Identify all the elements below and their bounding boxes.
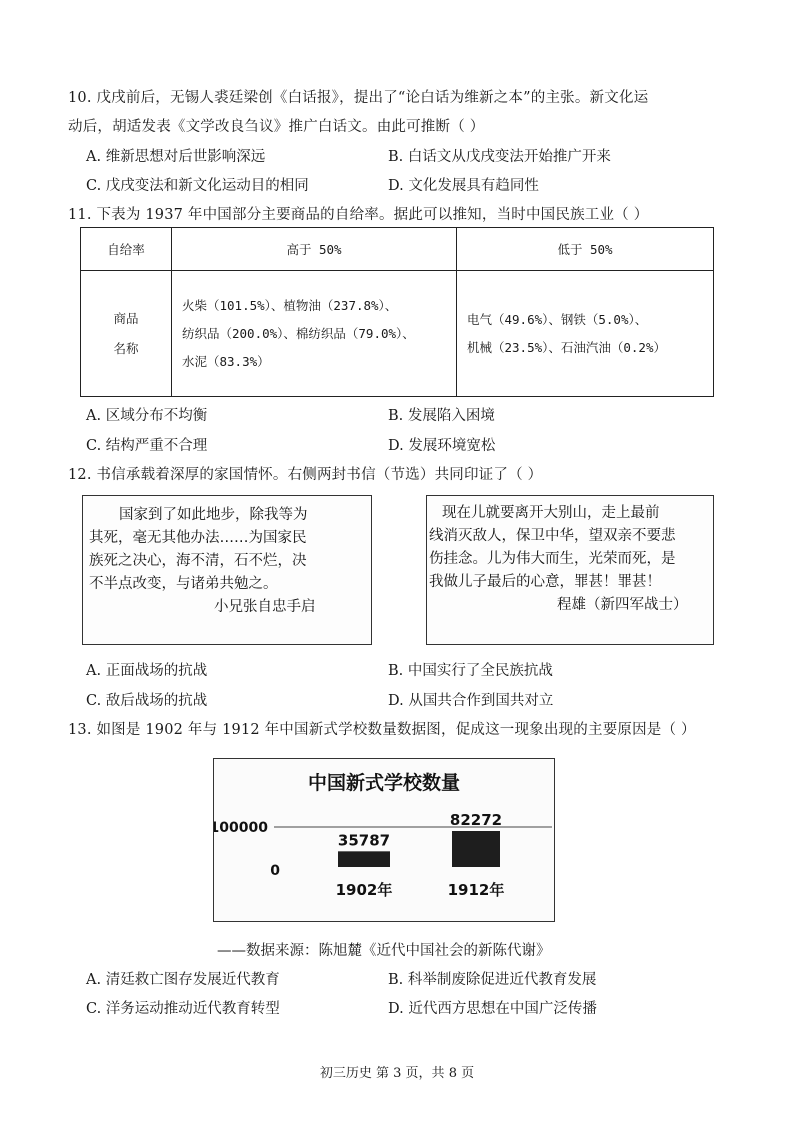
row-label-line1: 商品 [113,310,139,326]
letter2-line: 现在儿就要离开大别山，走上最前 [442,505,660,521]
table-row-label [81,271,172,397]
page-footer: 初三历史 第 3 页，共 8 页 [319,1066,475,1081]
letter2-line: 我做儿子最后的心意，罪甚！罪甚！ [429,574,661,590]
q11-option-a[interactable]: A. 区域分布不均衡 [86,408,208,424]
letter1-line: 族死之决心，海不清，石不烂，决 [89,553,307,569]
q13-option-c[interactable]: C. 洋务运动推动近代教育转型 [86,1001,280,1017]
q12-option-b[interactable]: B. 中国实行了全民族抗战 [388,663,553,679]
high-goods-line: 水泥（83.3%） [182,353,270,369]
q13-option-d[interactable]: D. 近代西方思想在中国广泛传播 [388,1001,597,1017]
bar-value-label: 35787 [337,831,391,850]
table-header-low: 低于 50% [457,228,714,271]
chart-svg [214,759,554,921]
row-label-line2: 名称 [113,340,139,356]
q12-option-a[interactable]: A. 正面战场的抗战 [86,663,208,679]
letter1-line: 不半点改变，与诸弟共勉之。 [89,576,278,592]
bar-1912年 [452,831,500,867]
q10-stem-line1: 10. 戊戌前后，无锡人裘廷梁创《白话报》，提出了“论白话为维新之本”的主张。新文化运 [68,90,649,106]
chart-source: ——数据来源：陈旭麓《近代中国社会的新陈代谢》 [217,943,551,959]
q12-stem: 12. 书信承载着深厚的家国情怀。右侧两封书信（节选）共同印证了（ ） [68,467,543,483]
q11-option-d[interactable]: D. 发展环境宽松 [388,438,496,454]
q10-option-a[interactable]: A. 维新思想对后世影响深远 [86,149,266,165]
self-sufficiency-table [80,227,714,397]
letter2-line: 线消灭敌人，保卫中华，望双亲不要悲 [429,528,676,544]
q11-option-b[interactable]: B. 发展陷入困境 [388,408,495,424]
bars-group [336,811,505,899]
letter1-signature: 小兄张自忠手启 [214,599,316,615]
y-tick-label: 0 [270,863,280,879]
q13-stem: 13. 如图是 1902 年与 1912 年中国新式学校数量数据图，促成这一现象出现的主要原因是（ ） [68,722,696,738]
letter1-line: 其死，毫无其他办法……为国家民 [89,530,307,546]
table-header-high: 高于 50% [172,228,457,271]
category-label: 1912年 [447,881,505,899]
table-cell-high [172,271,457,397]
table-cell-low [457,271,714,397]
letter1-line: 国家到了如此地步，除我等为 [119,507,308,523]
q10-option-c[interactable]: C. 戊戌变法和新文化运动目的相同 [86,178,309,194]
q12-option-c[interactable]: C. 敌后战场的抗战 [86,693,208,709]
letter2-signature: 程雄（新四军战士） [557,597,688,613]
q10-option-d[interactable]: D. 文化发展具有趋同性 [388,178,539,194]
school-count-chart [213,758,555,922]
table-header-rate: 自给率 [81,228,172,271]
letter-zhang-zizhong [82,495,372,645]
q13-option-a[interactable]: A. 清廷救亡图存发展近代教育 [86,972,280,988]
y-tick-label: 100000 [214,820,268,836]
high-goods-line: 纺织品（200.0%）、棉纺织品（79.0%）、 [182,325,415,341]
letter2-line: 伤挂念。儿为伟大而生，光荣而死，是 [429,551,676,567]
bar-1902年 [338,851,390,867]
q13-option-b[interactable]: B. 科举制废除促进近代教育发展 [388,972,597,988]
q11-option-c[interactable]: C. 结构严重不合理 [86,438,208,454]
high-goods-line: 火柴（101.5%）、植物油（237.8%）、 [182,297,398,313]
q10-stem-line2: 动后，胡适发表《文学改良刍议》推广白话文。由此可推断（ ） [68,119,485,135]
chart-title: 中国新式学校数量 [307,772,461,794]
q10-option-b[interactable]: B. 白话文从戊戌变法开始推广开来 [388,149,611,165]
low-goods-line: 电气（49.6%）、钢铁（5.0%）、 [467,311,648,327]
letter-cheng-xiong [426,495,714,645]
bar-value-label: 82272 [449,811,503,829]
low-goods-line: 机械（23.5%）、石油汽油（0.2%） [467,339,666,355]
q12-option-d[interactable]: D. 从国共合作到国共对立 [388,693,554,709]
q11-stem: 11. 下表为 1937 年中国部分主要商品的自给率。据此可以推知，当时中国民族工业（ ） [68,207,649,223]
category-label: 1902年 [335,881,393,899]
